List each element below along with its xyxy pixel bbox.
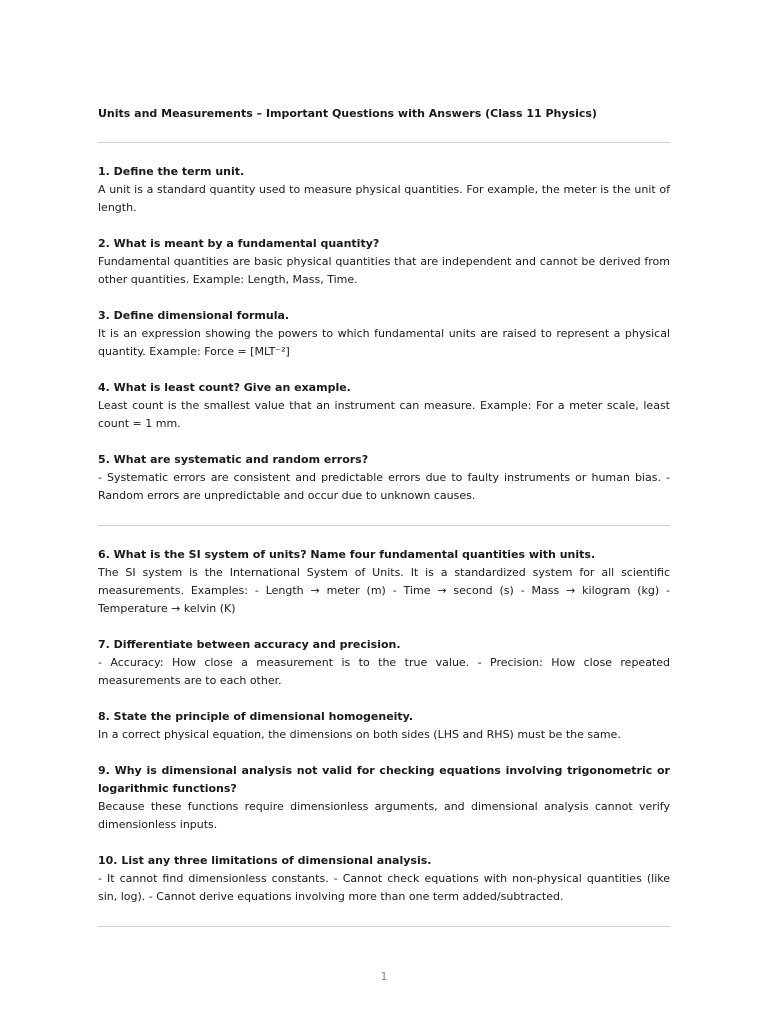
question-text: 2. What is meant by a fundamental quantity? <box>98 237 380 250</box>
question-text: 10. List any three limitations of dimensional analysis. <box>98 854 432 867</box>
answer-text: Fundamental quantities are basic physical quantities that are independent and cannot be derived from other quantities. Example: Length, Mass, Time. <box>98 255 670 286</box>
answer-text: - Accuracy: How close a measurement is to the true value. - Precision: How close repeated measurements are to each other. <box>98 656 670 687</box>
answer-text: A unit is a standard quantity used to measure physical quantities. For example, the meter is the unit of length. <box>98 183 670 214</box>
question-section-1 <box>98 143 670 505</box>
question-text: 1. Define the term unit. <box>98 165 245 178</box>
document-page <box>98 106 670 927</box>
qa-item <box>98 451 670 505</box>
answer-text: - Systematic errors are consistent and predictable errors due to faulty instruments or human bias. - Random errors are unpredictable and occur due to unknown causes. <box>98 471 670 502</box>
answer-text: Because these functions require dimensionless arguments, and dimensional analysis cannot verify dimensionless inputs. <box>98 800 670 831</box>
answer-text: It is an expression showing the powers to which fundamental units are raised to represent a physical quantity. Example: Force = [MLT⁻²] <box>98 327 670 358</box>
qa-item <box>98 546 670 618</box>
question-text: 8. State the principle of dimensional homogeneity. <box>98 710 414 723</box>
question-text: 3. Define dimensional formula. <box>98 309 290 322</box>
qa-item <box>98 762 670 834</box>
question-text: 4. What is least count? Give an example. <box>98 381 351 394</box>
qa-item <box>98 708 670 744</box>
qa-item <box>98 852 670 906</box>
qa-item <box>98 307 670 361</box>
qa-item <box>98 235 670 289</box>
qa-item <box>98 163 670 217</box>
page-number: 1 <box>380 970 388 983</box>
document-title: Units and Measurements – Important Questions with Answers (Class 11 Physics) <box>98 107 597 120</box>
answer-text: Least count is the smallest value that an instrument can measure. Example: For a meter scale, least count = 1 mm. <box>98 399 670 430</box>
answer-text: The SI system is the International System of Units. It is a standardized system for all scientific measurements. Examples: - Length → meter (m) - Time → second (s) - Mass → kilogram (kg) - Temperature → kelvin (K) <box>98 566 670 615</box>
question-text: 7. Differentiate between accuracy and precision. <box>98 638 401 651</box>
question-section-2 <box>98 526 670 906</box>
qa-item <box>98 636 670 690</box>
answer-text: In a correct physical equation, the dimensions on both sides (LHS and RHS) must be the same. <box>98 728 621 741</box>
question-text: 9. Why is dimensional analysis not valid for checking equations involving trigonometric or logarithmic functions? <box>98 764 670 795</box>
question-text: 5. What are systematic and random errors? <box>98 453 369 466</box>
answer-text: - It cannot find dimensionless constants. - Cannot check equations with non-physical quantities (like sin, log). - Cannot derive equations involving more than one term added/subtracted. <box>98 872 670 903</box>
question-text: 6. What is the SI system of units? Name four fundamental quantities with units. <box>98 548 596 561</box>
divider <box>98 926 670 927</box>
qa-item <box>98 379 670 433</box>
